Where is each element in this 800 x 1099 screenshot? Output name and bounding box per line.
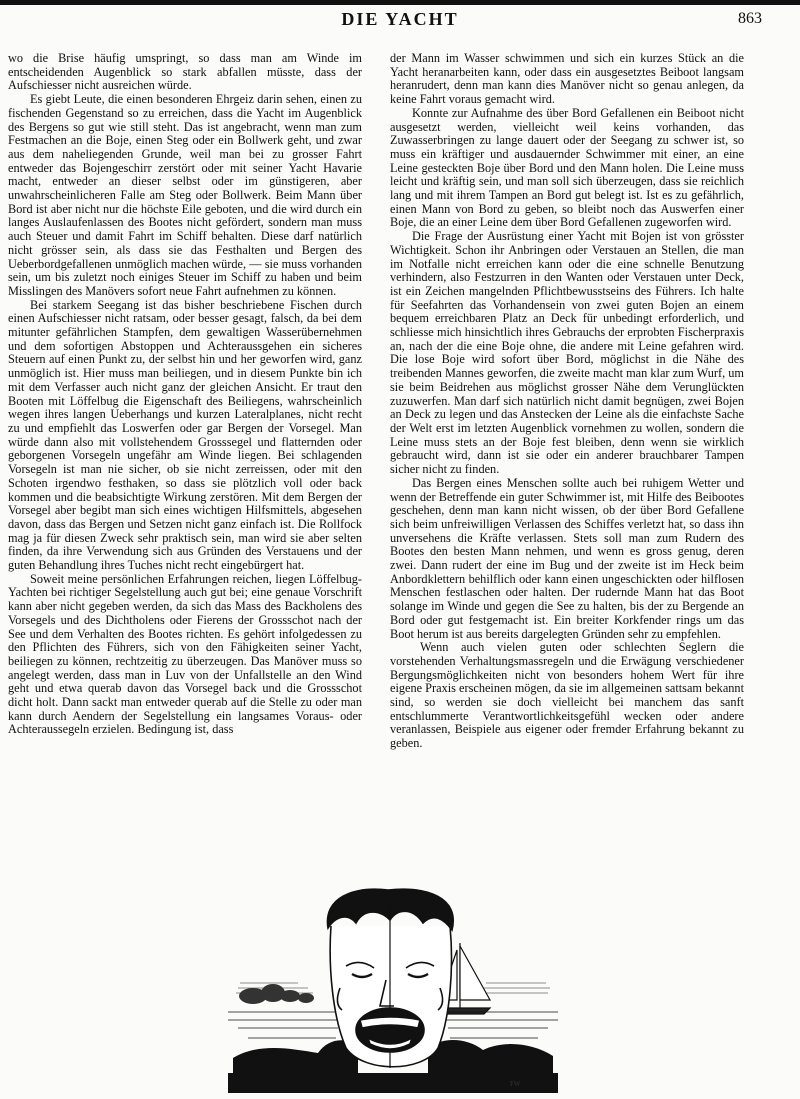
paragraph: wo die Brise häufig umspringt, so dass man am Winde im entscheidenden Augenblick so stark abfallen müsste, dass der Aufschiesser nicht ausreichen würde. — [8, 52, 362, 93]
right-column — [390, 52, 744, 882]
paragraph: der Mann im Wasser schwimmen und sich ein kurzes Stück an die Yacht heranarbeiten kann, oder dass ein ausgesetztes Beiboot langsam heranrudert, denn man kann dies Manöver nicht so genau anlegen, da keine Fahrt voraus gemacht wird. — [390, 52, 744, 107]
paragraph: Konnte zur Aufnahme des über Bord Gefallenen ein Beiboot nicht ausgesetzt werden, vielleicht weil keins vorhanden, das Zuwasserbringen zu lange dauert oder der Seegang zu schwer ist, so muss ein kräftiger und ausdauernder Schwimmer mit einer, an eine Leine gesteckten Boje über Bord und den Mann holen. Die Leine muss leicht und kräftig sein, und man soll sich überzeugen, dass sie reichlich lang und mit ihrem Tampen an Bord gut belegt ist. Ist es zu gefährlich, einen Mann von Bord zu geben, so bleibt noch das Auswerfen einer Boje, die an einer Leine dem über Bord Gefallenen zugeworfen wird. — [390, 105, 744, 230]
swimmer-caricature-illustration — [228, 888, 558, 1093]
paragraph: Soweit meine persönlichen Erfahrungen reichen, liegen Löffelbug-Yachten bei richtiger Segelstellung auch gut bei; eine genaue Vorschrift kann aber nicht gegeben werden, da sich das Mass des Backholens des Vorsegels und des Dichtholens oder Fierens der Grossschot nach der See und dem Verhalten des Bootes richten. Es gehört infolgedessen zu den Pflichten des Führers, sich von den Fähigkeiten seiner Yacht, beiliegen zu können, rechtzeitig zu überzeugen. Das Manöver muss so angelegt werden, dass man in Luv von der Unfallstelle an den Wind geht und etwa querab davon das Vorsegel back und die Grossschot dicht holt. Dann sackt man entweder querab auf die Stelle zu oder man kann durch Aendern der Segelstellung ein langsames Voraus- oder Achteraussegeln erzielen. Bedingung ist, dass — [8, 571, 362, 737]
page-number: 863 — [738, 10, 762, 27]
face — [327, 889, 453, 1068]
left-column — [8, 52, 362, 882]
page-header — [0, 5, 800, 35]
paragraph: Es giebt Leute, die einen besonderen Ehrgeiz darin sehen, einen zu fischenden Gegenstand so zu erreichen, dass die Yacht im Augenblick des Bergens so gut wie still steht. Das ist angebracht, wenn man zum Festmachen an die Boje, einen Steg oder ein Bollwerk geht, und zwar aus dem naheliegenden Grunde, weil man bei zu grosser Fahrt entweder das Bojengeschirr zerstört oder mit seiner Yacht Havarie macht, entweder an dieser selbst oder im günstigeren, aber unwahrscheinlicheren Falle am Steg oder Bollwerk. Beim Mann über Bord ist aber nicht nur die höchste Eile geboten, und die wird durch ein langes Auslaufenlassen des Bootes nicht gefördert, sondern man muss auch Steuer und damit Fahrt im Schiff behalten. Diese darf natürlich nicht grösser sein, als dass sie das Festhalten und Bergen des Ueberbordgefallenen unmöglich machen würde, — sie muss vorhanden sein, um bis zuletzt noch einiges Steuer im Schiff zu haben und beim Misslingen des Manövers sofort neue Fahrt aufnehmen zu können. — [8, 92, 362, 298]
distant-trees — [239, 984, 314, 1004]
paragraph: Wenn auch vielen guten oder schlechten Seglern die vorstehenden Verhaltungsmassregeln und die Erwägung verschiedener Bergungsmöglichkeiten nicht von besonders hohem Wert für ihre eigene Praxis erscheinen mögen, da sie im allgemeinen sattsam bekannt sind, so werden sie doch vielleicht bei manchem das sanft entschlummerte Verantwortlichkeitsgefühl wecken oder andere veranlassen, Beispiele aus eigener oder fremder Erfahrung bekannt zu geben. — [390, 640, 744, 751]
artist-signature: FW — [510, 1080, 521, 1088]
paragraph: Bei starkem Seegang ist das bisher beschriebene Fischen durch einen Aufschiesser nicht ratsam, oder besser gesagt, falsch, da bei dem mitunter gefährlichen Stampfen, dem gewaltigen Wasserübernehmen und dem sofortigen Abstoppen und Achteraussgehen ein sicheres Steuern auf einen Punkt zu, der selbst hin und her geworfen wird, ganz unmöglich ist. Hier muss man beiliegen, und in diesem Punkte bin ich mit dem Verfasser auch nicht ganz der gleichen Ansicht. Er traut den Booten mit Löffelbug die Eigenschaft des Beiliegens, wahrscheinlich wegen ihres langen Ueberhangs und kurzen Lateralplanes, nicht recht zu und empfiehlt das Loswerfen oder gar Bergen der Vorsegel. Man würde dann also mit vollstehendem Grosssegel und flatternden oder geborgenen Vorsegeln ungefähr am Winde liegen. Bei schlagenden Vorsegeln ist man nie sicher, ob sie nicht zerreissen, oder mit den Schoten irgendwo festhaken, so dass sie plötzlich voll oder back kommen und die beabsichtigte Wirkung zerstören. Mit dem Bergen der Vorsegel aber begibt man sich eines wichtigen Hilfsmittels, abgesehen davon, dass das Bergen und Setzen nicht ganz einfach ist. Die Rollfock mag ja für diesen Zweck sehr praktisch sein, man wird sie aber selten finden, da ihre Verwendung sich aus Gründen des Verstauens und der guten Behandlung ihres Tuches nicht recht eingebürgert hat. — [8, 297, 362, 573]
paragraph: Die Frage der Ausrüstung einer Yacht mit Bojen ist von grösster Wichtigkeit. Schon ihr Anbringen oder Verstauen an Stellen, die man im Notfalle nicht erreichen kann oder die eine schnelle Benutzung verhindern, also Festzurren in den Wanten oder Verstauen unter Deck, ist ein Zeichen mangelnden Pflichtbewusstseins des Führers. Ich halte für Seefahrten das Vorhandensein von zwei guten Bojen an einem bequem erreichbaren Platz an Deck für unbedingt erforderlich, und schliesse mich hinsichtlich ihres Gebrauchs der erprobten Fischerpraxis an, nach der die eine Boje ohne, die andere mit Leine gefahren wird. Die lose Boje wird sofort über Bord, möglichst in die Nähe des treibenden Mannes geworfen, die zweite macht man klar zum Wurf, um sie beim Beidrehen aus möglichst grosser Nähe dem Verunglückten zuzuwerfen. Man darf sich natürlich nicht damit begnügen, zwei Bojen an Deck zu legen und das Anstecken der Leine als die einfachste Sache der Welt erst im letzten Augenblick vornehmen zu wollen, sondern die Leine muss stets an der Boje fest bleiben, denn wenn sie wirklich gebraucht wird, dann ist sie oder ein anderer brauchbarer Tampen sicher nicht zu finden. — [390, 229, 744, 477]
journal-title: DIE YACHT — [341, 9, 459, 29]
paragraph: Das Bergen eines Menschen sollte auch bei ruhigem Wetter und wenn der Betreffende ein guter Schwimmer ist, mit Hilfe des Beibootes geschehen, denn man kann nicht wissen, ob der über Bord Gefallene sich beim unfreiwilligen Verlassen des Schiffes verletzt hat, so dass ihn unversehens die Kräfte verlassen. Stets soll man zum Rudern des Bootes den besten Mann nehmen, und wenn es gross genug, deren zwei. Dann rudert der eine im Bug und der zweite ist im Heck beim Anbordklettern behilflich oder kann einen ungeschickten oder hilflosen Menschen festlaschen oder halten. Der rudernde Mann hat das Boot solange im Winde und gegen die See zu halten, bis der zu Bergende an Bord oder gut festgemacht ist. Ein breiter Korkfender rings um das Boot herum ist aus bereits dargelegten Gründen sehr zu empfehlen. — [390, 475, 744, 641]
